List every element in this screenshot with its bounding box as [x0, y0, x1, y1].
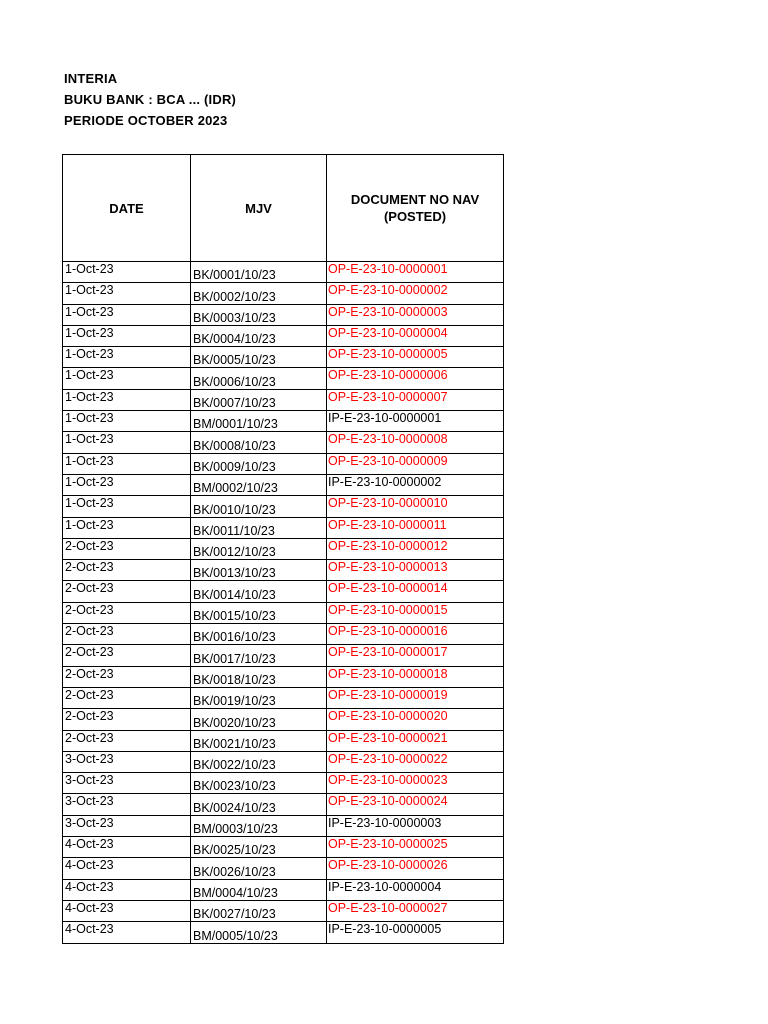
period-title: PERIODE OCTOBER 2023 — [64, 113, 228, 128]
table-row — [63, 837, 504, 858]
mjv-cell: BK/0015/10/23 — [191, 602, 327, 623]
table-row — [63, 879, 504, 900]
table-row — [63, 602, 504, 623]
table-row — [63, 687, 504, 708]
date-cell: 2-Oct-23 — [63, 581, 191, 602]
date-cell: 4-Oct-23 — [63, 837, 191, 858]
mjv-cell: BK/0023/10/23 — [191, 773, 327, 794]
mjv-cell: BK/0009/10/23 — [191, 453, 327, 474]
mjv-cell: BK/0025/10/23 — [191, 837, 327, 858]
table-row — [63, 389, 504, 410]
table-row — [63, 432, 504, 453]
mjv-cell: BK/0005/10/23 — [191, 347, 327, 368]
mjv-cell: BK/0018/10/23 — [191, 666, 327, 687]
document-no-cell: IP-E-23-10-0000003 — [327, 815, 504, 836]
table-row — [63, 751, 504, 772]
document-no-cell: OP-E-23-10-0000018 — [327, 666, 504, 687]
table-row — [63, 262, 504, 283]
document-no-cell: OP-E-23-10-0000002 — [327, 283, 504, 304]
date-cell: 2-Oct-23 — [63, 709, 191, 730]
mjv-cell: BK/0012/10/23 — [191, 538, 327, 559]
mjv-cell: BM/0005/10/23 — [191, 922, 327, 943]
document-no-cell: OP-E-23-10-0000007 — [327, 389, 504, 410]
document-no-cell: OP-E-23-10-0000004 — [327, 325, 504, 346]
date-cell: 4-Oct-23 — [63, 858, 191, 879]
mjv-cell: BK/0007/10/23 — [191, 389, 327, 410]
mjv-cell: BK/0021/10/23 — [191, 730, 327, 751]
table-row — [63, 283, 504, 304]
mjv-cell: BK/0002/10/23 — [191, 283, 327, 304]
table-row — [63, 624, 504, 645]
mjv-cell: BK/0001/10/23 — [191, 262, 327, 283]
date-cell: 3-Oct-23 — [63, 815, 191, 836]
table-row — [63, 538, 504, 559]
table-row — [63, 858, 504, 879]
date-cell: 2-Oct-23 — [63, 538, 191, 559]
date-cell: 2-Oct-23 — [63, 624, 191, 645]
document-no-cell: OP-E-23-10-0000012 — [327, 538, 504, 559]
mjv-cell: BM/0003/10/23 — [191, 815, 327, 836]
document-no-cell: OP-E-23-10-0000023 — [327, 773, 504, 794]
mjv-cell: BK/0026/10/23 — [191, 858, 327, 879]
table-row — [63, 453, 504, 474]
table-row — [63, 773, 504, 794]
document-no-cell: OP-E-23-10-0000021 — [327, 730, 504, 751]
table-row — [63, 645, 504, 666]
date-cell: 1-Oct-23 — [63, 453, 191, 474]
date-cell: 1-Oct-23 — [63, 517, 191, 538]
document-no-cell: OP-E-23-10-0000017 — [327, 645, 504, 666]
mjv-cell: BK/0013/10/23 — [191, 560, 327, 581]
date-cell: 1-Oct-23 — [63, 347, 191, 368]
table-row — [63, 517, 504, 538]
document-no-cell: OP-E-23-10-0000006 — [327, 368, 504, 389]
document-no-cell: OP-E-23-10-0000009 — [327, 453, 504, 474]
document-no-cell: OP-E-23-10-0000003 — [327, 304, 504, 325]
table-row — [63, 325, 504, 346]
table-row — [63, 347, 504, 368]
mjv-cell: BK/0006/10/23 — [191, 368, 327, 389]
mjv-cell: BM/0004/10/23 — [191, 879, 327, 900]
table-row — [63, 666, 504, 687]
document-no-cell: OP-E-23-10-0000011 — [327, 517, 504, 538]
date-cell: 3-Oct-23 — [63, 751, 191, 772]
table-row — [63, 368, 504, 389]
date-cell: 2-Oct-23 — [63, 687, 191, 708]
date-cell: 1-Oct-23 — [63, 262, 191, 283]
mjv-cell: BK/0014/10/23 — [191, 581, 327, 602]
date-cell: 1-Oct-23 — [63, 474, 191, 495]
document-no-cell: OP-E-23-10-0000024 — [327, 794, 504, 815]
document-no-cell: OP-E-23-10-0000005 — [327, 347, 504, 368]
table-row — [63, 709, 504, 730]
date-cell: 1-Oct-23 — [63, 411, 191, 432]
table-row — [63, 794, 504, 815]
document-no-cell: OP-E-23-10-0000025 — [327, 837, 504, 858]
document-no-cell: OP-E-23-10-0000020 — [327, 709, 504, 730]
table-row — [63, 304, 504, 325]
date-cell: 4-Oct-23 — [63, 879, 191, 900]
date-cell: 1-Oct-23 — [63, 496, 191, 517]
table-row — [63, 922, 504, 943]
date-cell: 1-Oct-23 — [63, 325, 191, 346]
column-header-date: DATE — [63, 155, 191, 262]
mjv-cell: BM/0001/10/23 — [191, 411, 327, 432]
table-row — [63, 411, 504, 432]
mjv-cell: BK/0020/10/23 — [191, 709, 327, 730]
date-cell: 1-Oct-23 — [63, 389, 191, 410]
date-cell: 1-Oct-23 — [63, 432, 191, 453]
table-header-row — [63, 155, 504, 262]
document-no-cell: OP-E-23-10-0000022 — [327, 751, 504, 772]
date-cell: 4-Oct-23 — [63, 922, 191, 943]
date-cell: 2-Oct-23 — [63, 730, 191, 751]
document-no-cell: OP-E-23-10-0000014 — [327, 581, 504, 602]
date-cell: 1-Oct-23 — [63, 304, 191, 325]
mjv-cell: BK/0024/10/23 — [191, 794, 327, 815]
mjv-cell: BK/0003/10/23 — [191, 304, 327, 325]
table-row — [63, 496, 504, 517]
document-no-cell: OP-E-23-10-0000026 — [327, 858, 504, 879]
date-cell: 2-Oct-23 — [63, 602, 191, 623]
document-no-cell: IP-E-23-10-0000005 — [327, 922, 504, 943]
document-no-cell: OP-E-23-10-0000010 — [327, 496, 504, 517]
table-row — [63, 474, 504, 495]
mjv-cell: BK/0004/10/23 — [191, 325, 327, 346]
date-cell: 1-Oct-23 — [63, 283, 191, 304]
table-row — [63, 730, 504, 751]
document-no-cell: IP-E-23-10-0000002 — [327, 474, 504, 495]
table-row — [63, 581, 504, 602]
date-cell: 2-Oct-23 — [63, 560, 191, 581]
date-cell: 3-Oct-23 — [63, 773, 191, 794]
document-no-cell: IP-E-23-10-0000004 — [327, 879, 504, 900]
mjv-cell: BK/0008/10/23 — [191, 432, 327, 453]
table-row — [63, 900, 504, 921]
date-cell: 2-Oct-23 — [63, 645, 191, 666]
date-cell: 4-Oct-23 — [63, 900, 191, 921]
document-no-cell: OP-E-23-10-0000001 — [327, 262, 504, 283]
mjv-cell: BK/0022/10/23 — [191, 751, 327, 772]
bank-book-table — [62, 154, 504, 944]
column-header-mjv: MJV — [191, 155, 327, 262]
document-no-cell: OP-E-23-10-0000013 — [327, 560, 504, 581]
date-cell: 3-Oct-23 — [63, 794, 191, 815]
mjv-cell: BK/0017/10/23 — [191, 645, 327, 666]
document-no-cell: OP-E-23-10-0000027 — [327, 900, 504, 921]
document-no-cell: IP-E-23-10-0000001 — [327, 411, 504, 432]
mjv-cell: BK/0010/10/23 — [191, 496, 327, 517]
document-no-cell: OP-E-23-10-0000015 — [327, 602, 504, 623]
document-no-cell: OP-E-23-10-0000008 — [327, 432, 504, 453]
document-no-cell: OP-E-23-10-0000019 — [327, 687, 504, 708]
table-row — [63, 815, 504, 836]
mjv-cell: BM/0002/10/23 — [191, 474, 327, 495]
date-cell: 2-Oct-23 — [63, 666, 191, 687]
column-header-document-no: DOCUMENT NO NAV (POSTED) — [327, 155, 504, 262]
bank-book-title: BUKU BANK : BCA ... (IDR) — [64, 92, 237, 107]
mjv-cell: BK/0019/10/23 — [191, 687, 327, 708]
mjv-cell: BK/0027/10/23 — [191, 900, 327, 921]
mjv-cell: BK/0011/10/23 — [191, 517, 327, 538]
document-no-cell: OP-E-23-10-0000016 — [327, 624, 504, 645]
table-row — [63, 560, 504, 581]
mjv-cell: BK/0016/10/23 — [191, 624, 327, 645]
date-cell: 1-Oct-23 — [63, 368, 191, 389]
company-name: INTERIA — [64, 71, 118, 86]
